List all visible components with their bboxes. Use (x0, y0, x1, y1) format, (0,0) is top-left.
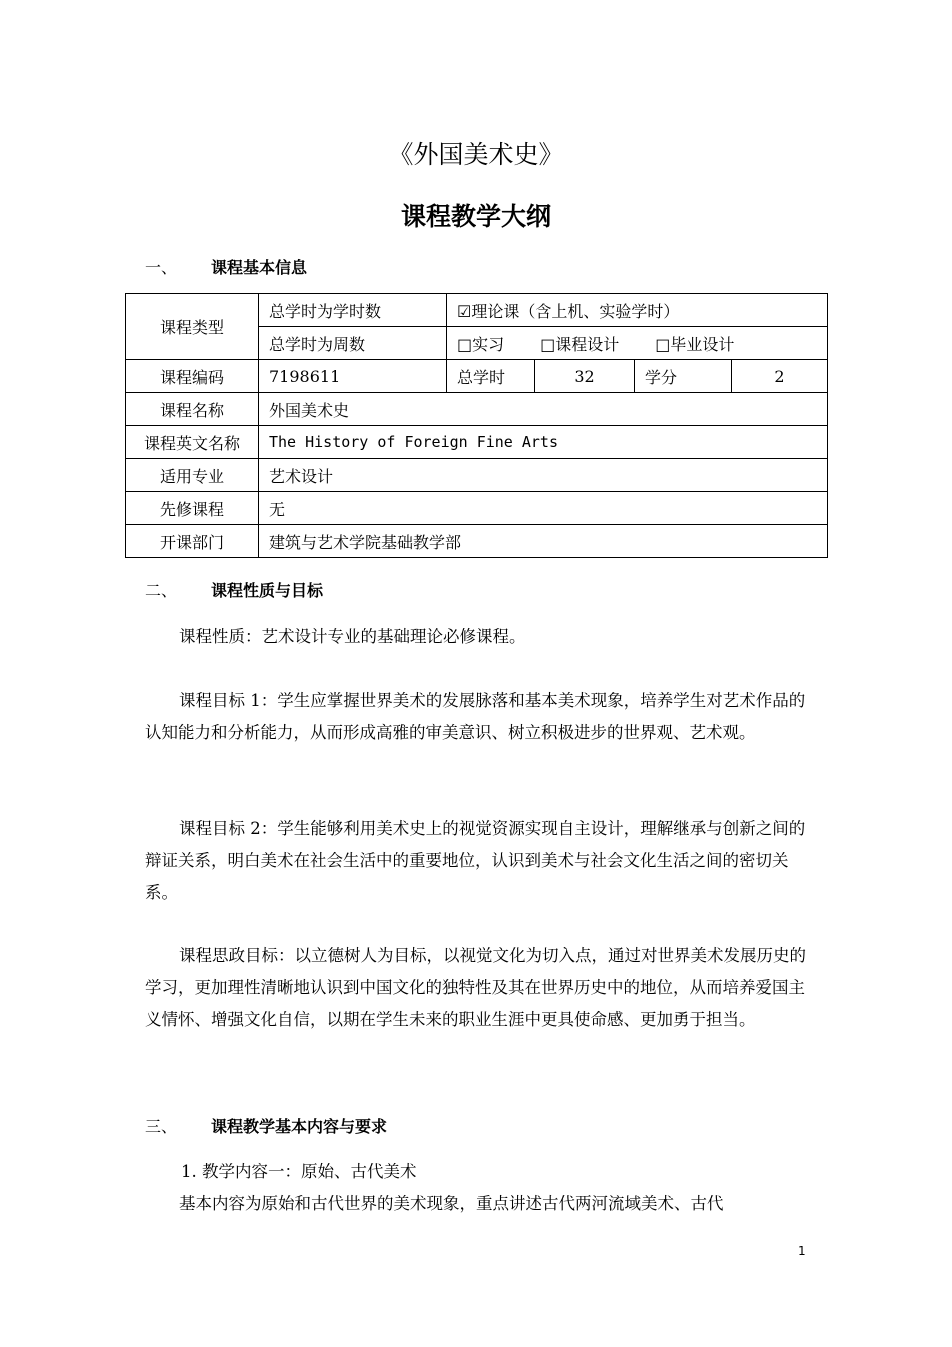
table-label: 适用专业 (126, 459, 259, 492)
course-info-table (125, 293, 828, 558)
section-heading-2 (145, 579, 323, 603)
table-label: 课程类型 (126, 294, 259, 360)
table-row (126, 492, 828, 525)
table-cell: 总学时为学时数 (259, 294, 447, 327)
table-cell: ☑理论课（含上机、实验学时） (447, 294, 828, 327)
section-heading-3 (145, 1115, 387, 1139)
table-cell: 外国美术史 (259, 393, 828, 426)
table-cell: 艺术设计 (259, 459, 828, 492)
document-subtitle: 课程教学大纲 (400, 202, 551, 231)
table-row (126, 294, 828, 327)
course-goal-2: 课程目标 2：学生能够利用美术史上的视觉资源实现自主设计，理解继承与创新之间的辩证关系，明白美术在社会生活中的重要地位，认识到美术与社会文化生活之间的密切关系。 (145, 819, 806, 902)
table-label: 总学时 (447, 360, 535, 393)
content-1-title: 1. 教学内容一：原始、古代美术 (181, 1162, 417, 1181)
section-number: 二、 (145, 581, 178, 600)
section-title: 课程性质与目标 (211, 581, 324, 600)
checkbox-option: □课程设计 (540, 334, 620, 354)
table-label: 先修课程 (126, 492, 259, 525)
checkbox-option: □毕业设计 (655, 334, 735, 354)
table-label: 开课部门 (126, 525, 259, 558)
table-label: 课程英文名称 (126, 426, 259, 459)
section-title: 课程教学基本内容与要求 (211, 1117, 388, 1136)
table-cell: 总学时为周数 (259, 327, 447, 360)
document-title: 《外国美术史》 (388, 140, 564, 169)
table-cell: The History of Foreign Fine Arts (259, 426, 828, 459)
section-number: 三、 (145, 1117, 178, 1136)
table-label: 课程名称 (126, 393, 259, 426)
table-cell: 32 (535, 360, 635, 393)
section-number: 一、 (145, 258, 178, 277)
page-number: 1 (798, 1244, 806, 1258)
table-label: 学分 (635, 360, 732, 393)
table-row (126, 393, 828, 426)
table-row (126, 360, 828, 393)
course-goal-ideology: 课程思政目标：以立德树人为目标，以视觉文化为切入点，通过对世界美术发展历史的学习，更加理性清晰地认识到中国文化的独特性及其在世界历史中的地位，从而培养爱国主义情怀、增强文化自信，以期在学生未来的职业生涯中更具使命感、更加勇于担当。 (145, 946, 806, 1029)
course-nature: 课程性质：艺术设计专业的基础理论必修课程。 (179, 627, 526, 646)
course-goal-1: 课程目标 1：学生应掌握世界美术的发展脉落和基本美术现象，培养学生对艺术作品的认知能力和分析能力，从而形成高雅的审美意识、树立积极进步的世界观、艺术观。 (145, 691, 806, 742)
section-heading-1 (145, 256, 307, 280)
table-label: 课程编码 (126, 360, 259, 393)
table-cell: 2 (732, 360, 828, 393)
table-row (126, 426, 828, 459)
table-row (126, 525, 828, 558)
table-row (126, 459, 828, 492)
table-cell: 7198611 (259, 360, 447, 393)
section-title: 课程基本信息 (211, 258, 308, 277)
checkbox-option: □实习 (457, 334, 505, 354)
content-1-text: 基本内容为原始和古代世界的美术现象，重点讲述古代两河流域美术、古代 (179, 1194, 724, 1213)
table-cell (447, 327, 828, 360)
table-cell: 无 (259, 492, 828, 525)
table-cell: 建筑与艺术学院基础教学部 (259, 525, 828, 558)
